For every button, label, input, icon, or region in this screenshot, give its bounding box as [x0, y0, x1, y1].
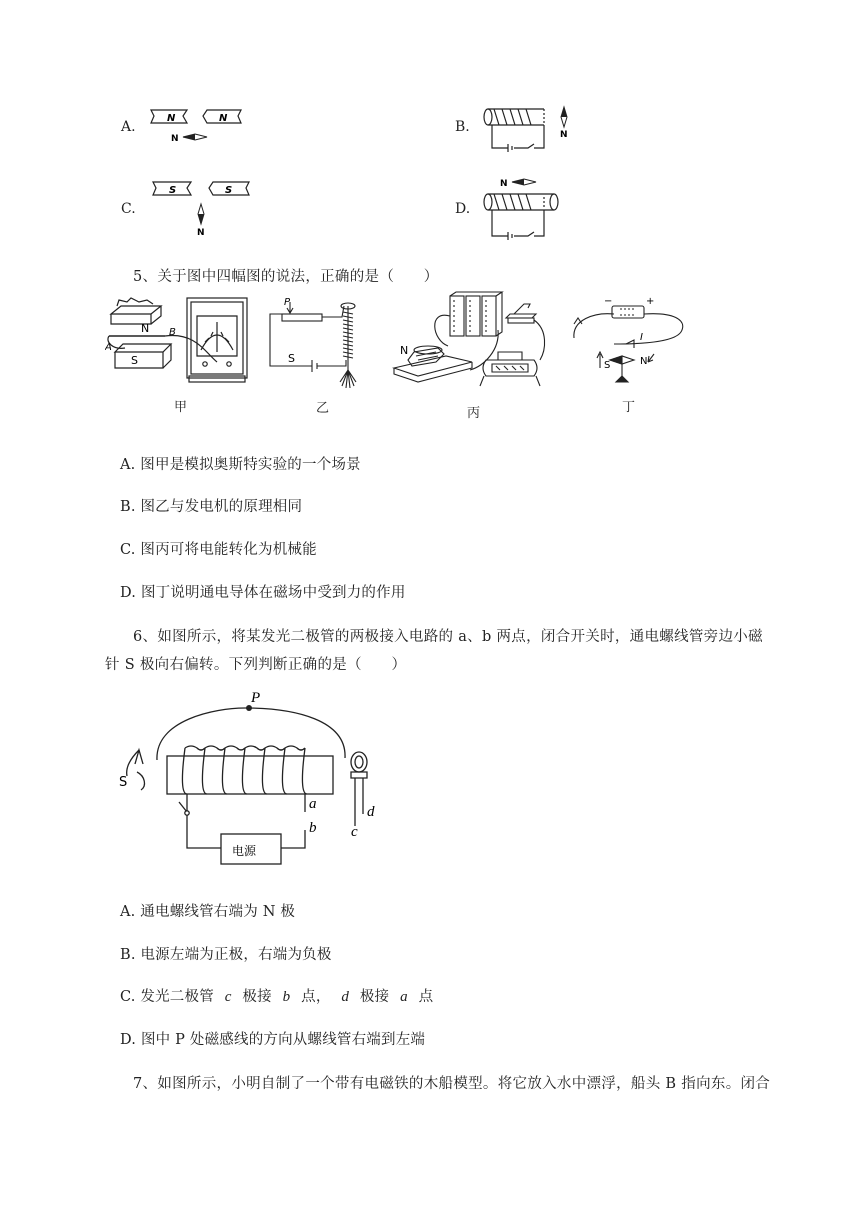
option-letter: C.: [121, 201, 136, 217]
figure-caption: 丁: [622, 400, 636, 415]
terminal-b-label: b: [309, 820, 317, 836]
option-letter: D.: [455, 201, 471, 217]
point-a-symbol: a: [400, 989, 408, 1005]
magnet-s-label: S: [131, 354, 138, 367]
led-d-label: d: [367, 804, 375, 820]
magnet-n-label: N: [219, 113, 228, 124]
option-text: 图丙可将电能转化为机械能: [140, 542, 317, 558]
option-text: 图中 P 处磁感线的方向从螺线管右端到左端: [140, 1032, 426, 1048]
battery-plus-label: +: [646, 296, 655, 307]
magnet-s-label: S: [225, 185, 233, 196]
option-text-part: 极接: [359, 989, 390, 1005]
magnet-s-label: S: [169, 185, 177, 196]
figure-caption: 乙: [316, 401, 330, 416]
needle-n-label: N: [640, 356, 648, 367]
needle-s-label: S: [119, 775, 128, 790]
needle-n-label: N: [197, 228, 205, 238]
option-letter: A.: [121, 119, 136, 135]
q4-c-figure: [145, 176, 255, 238]
wire-end-label: B: [169, 327, 176, 338]
question-5-stem: 5、关于图中四幅图的说法，正确的是（ ）: [133, 269, 439, 285]
electromagnet-figure: [262, 296, 372, 396]
switch-s-label: S: [288, 352, 295, 365]
option-text: 图甲是模拟奥斯特实验的一个场景: [140, 457, 361, 473]
option-text-part: 发光二极管: [140, 989, 214, 1005]
figure-caption: 丙: [467, 406, 481, 421]
wire-end-label: A: [105, 342, 112, 353]
needle-n-label: N: [500, 179, 508, 189]
oersted-experiment-figure: [564, 290, 690, 390]
option-text: 通电螺线管右端为 N 极: [140, 904, 296, 920]
led-c-label: c: [351, 824, 358, 840]
slider-p-label: P: [284, 297, 291, 308]
point-b-symbol: b: [282, 989, 291, 1005]
q6-option-d[interactable]: [120, 1028, 425, 1049]
q4-a-figure: [145, 104, 245, 152]
option-text-part: 极接: [242, 989, 272, 1005]
q4-d-figure: [478, 172, 578, 244]
needle-s-label: S: [604, 360, 611, 371]
option-text: 图丁说明通电导体在磁场中受到力的作用: [140, 585, 406, 601]
generator-experiment-figure: [105, 292, 255, 384]
option-text: 图乙与发电机的原理相同: [140, 499, 303, 515]
pole-d-symbol: d: [341, 989, 350, 1005]
terminal-a-label: a: [309, 796, 317, 812]
option-letter: D.: [120, 1032, 137, 1048]
q4-b-figure: [478, 102, 578, 154]
q5-option-b[interactable]: [120, 495, 302, 516]
option-letter: B.: [120, 947, 136, 963]
q6-option-b[interactable]: [120, 943, 332, 964]
motor-circuit-figure: [388, 290, 550, 398]
option-letter: A.: [120, 457, 136, 473]
figure-caption: 甲: [174, 400, 188, 415]
pole-c-symbol: c: [224, 989, 232, 1005]
question-7-stem-line1: 7、如图所示，小明自制了一个带有电磁铁的木船模型。将它放入水中漂浮，船头 B 指向东。闭合: [133, 1076, 771, 1092]
option-text: 电源左端为正极，右端为负极: [140, 947, 332, 963]
q5-option-a[interactable]: [120, 453, 361, 474]
question-6-stem-line2: 针 S 极向右偏转。下列判断正确的是（ ）: [105, 657, 407, 673]
point-p-label: P: [251, 690, 261, 706]
q5-option-c[interactable]: [120, 538, 317, 559]
needle-n-label: N: [560, 130, 568, 140]
option-letter: C.: [120, 542, 136, 558]
magnet-n-label: N: [400, 344, 409, 357]
question-6-stem-line1: 6、如图所示，将某发光二极管的两极接入电路的 a、b 两点，闭合开关时，通电螺线管旁边小磁: [133, 629, 763, 645]
needle-n-label: N: [171, 134, 179, 144]
magnet-n-label: N: [141, 322, 150, 335]
option-letter: A.: [120, 904, 136, 920]
power-source-label: 电源: [232, 844, 257, 858]
solenoid-led-figure: [115, 690, 395, 870]
q6-option-c[interactable]: [120, 985, 433, 1006]
option-letter: B.: [120, 499, 136, 515]
option-text-part: 点: [418, 989, 434, 1005]
current-i-label: I: [640, 332, 643, 343]
option-letter: B.: [455, 119, 470, 135]
battery-minus-label: −: [604, 296, 613, 307]
q5-option-d[interactable]: [120, 581, 406, 602]
option-letter: C.: [120, 989, 136, 1005]
option-text-part: 点，: [301, 989, 331, 1005]
magnet-n-label: N: [167, 113, 176, 124]
q6-option-a[interactable]: [120, 900, 295, 921]
option-letter: D.: [120, 585, 137, 601]
